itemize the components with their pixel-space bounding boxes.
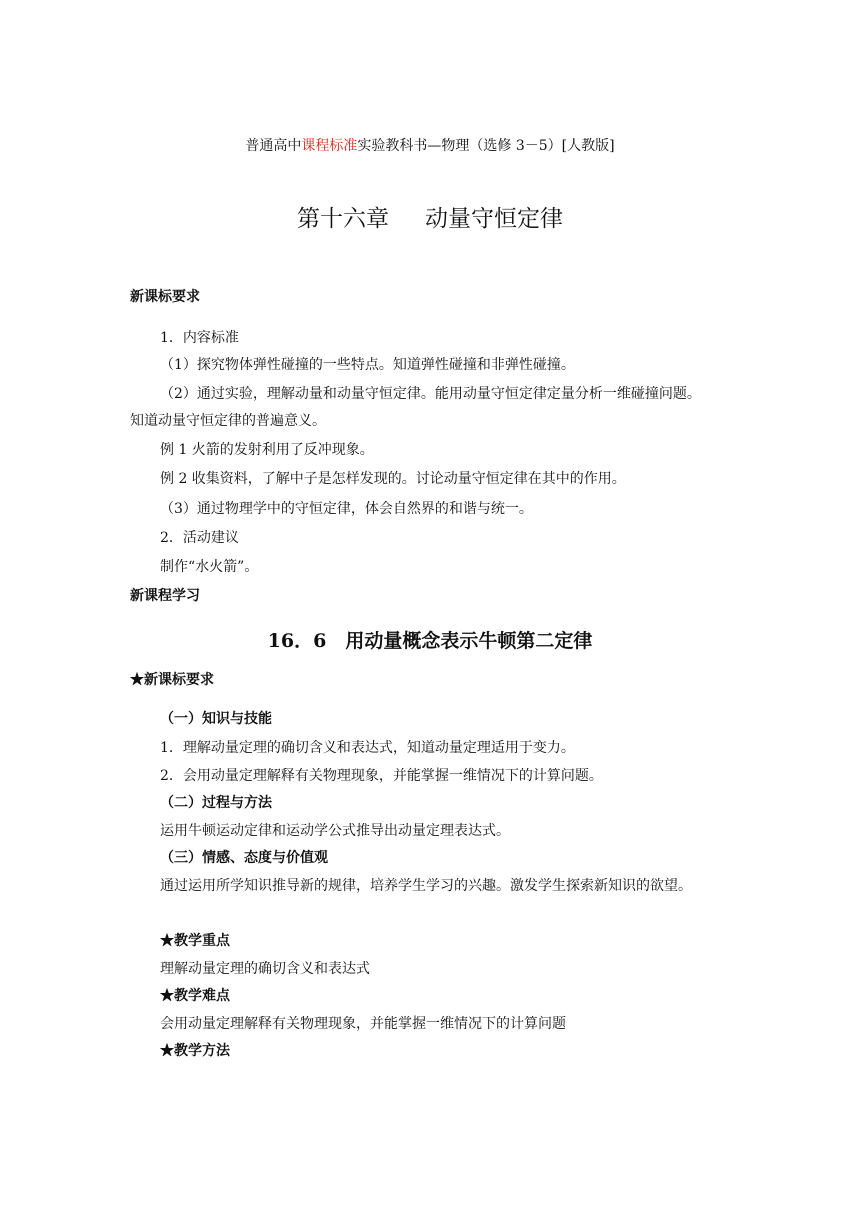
difficulty-text: 会用动量定理解释有关物理现象，并能掌握一维情况下的计算问题 [160, 1016, 566, 1032]
emotion-item: 通过运用所学知识推导新的规律，培养学生学习的兴趣。激发学生探索新知识的欲望。 [160, 878, 692, 894]
standard-item-1: （1）探究物体弹性碰撞的一些特点。知道弹性碰撞和非弹性碰撞。 [160, 357, 575, 373]
chapter-number: 第十六章 [297, 206, 389, 232]
standards-heading: 新课标要求 [130, 289, 200, 305]
example-1: 例 1 火箭的发射利用了反冲现象。 [160, 442, 374, 458]
key-points-heading: ★教学重点 [160, 933, 230, 949]
header-text-highlight: 课程标准 [301, 138, 358, 154]
header-text-1: 普通高中 [245, 138, 302, 154]
key-points-text: 理解动量定理的确切含义和表达式 [160, 961, 370, 977]
emotion-heading: （三）情感、态度与价值观 [160, 850, 328, 866]
standard-item-3: （3）通过物理学中的守恒定律，体会自然界的和谐与统一。 [160, 501, 533, 517]
course-heading: 新课程学习 [130, 588, 200, 604]
chapter-title [0, 204, 860, 234]
standard-item-2-line-1: （2）通过实验，理解动量和动量守恒定律。能用动量守恒定律定量分析一维碰撞问题。 [160, 386, 701, 402]
chapter-name: 动量守恒定律 [425, 206, 563, 232]
knowledge-heading: （一）知识与技能 [160, 711, 272, 727]
section-title: 16．6 用动量概念表示牛顿第二定律 [267, 630, 593, 652]
process-heading: （二）过程与方法 [160, 795, 272, 811]
header-text-2: 实验教科书—物理（选修 3－5）[人教版] [357, 138, 615, 154]
activity-text: 制作“水火箭”。 [160, 559, 259, 575]
difficulty-heading: ★教学难点 [160, 988, 230, 1004]
activity-heading: 2．活动建议 [160, 530, 239, 546]
standard-item-2-line-2: 知道动量守恒定律的普遍意义。 [130, 413, 326, 429]
knowledge-item-2: 2．会用动量定理解释有关物理现象，并能掌握一维情况下的计算问题。 [160, 768, 603, 784]
method-heading: ★教学方法 [160, 1043, 230, 1059]
content-standard-heading: 1．内容标准 [160, 330, 239, 346]
knowledge-item-1: 1．理解动量定理的确切含义和表达式，知道动量定理适用于变力。 [160, 740, 575, 756]
document-header [0, 137, 860, 155]
example-2: 例 2 收集资料，了解中子是怎样发现的。讨论动量守恒定律在其中的作用。 [160, 471, 626, 487]
section-requirements-heading: ★新课标要求 [130, 672, 214, 688]
process-item: 运用牛顿运动定律和运动学公式推导出动量定理表达式。 [160, 823, 510, 839]
